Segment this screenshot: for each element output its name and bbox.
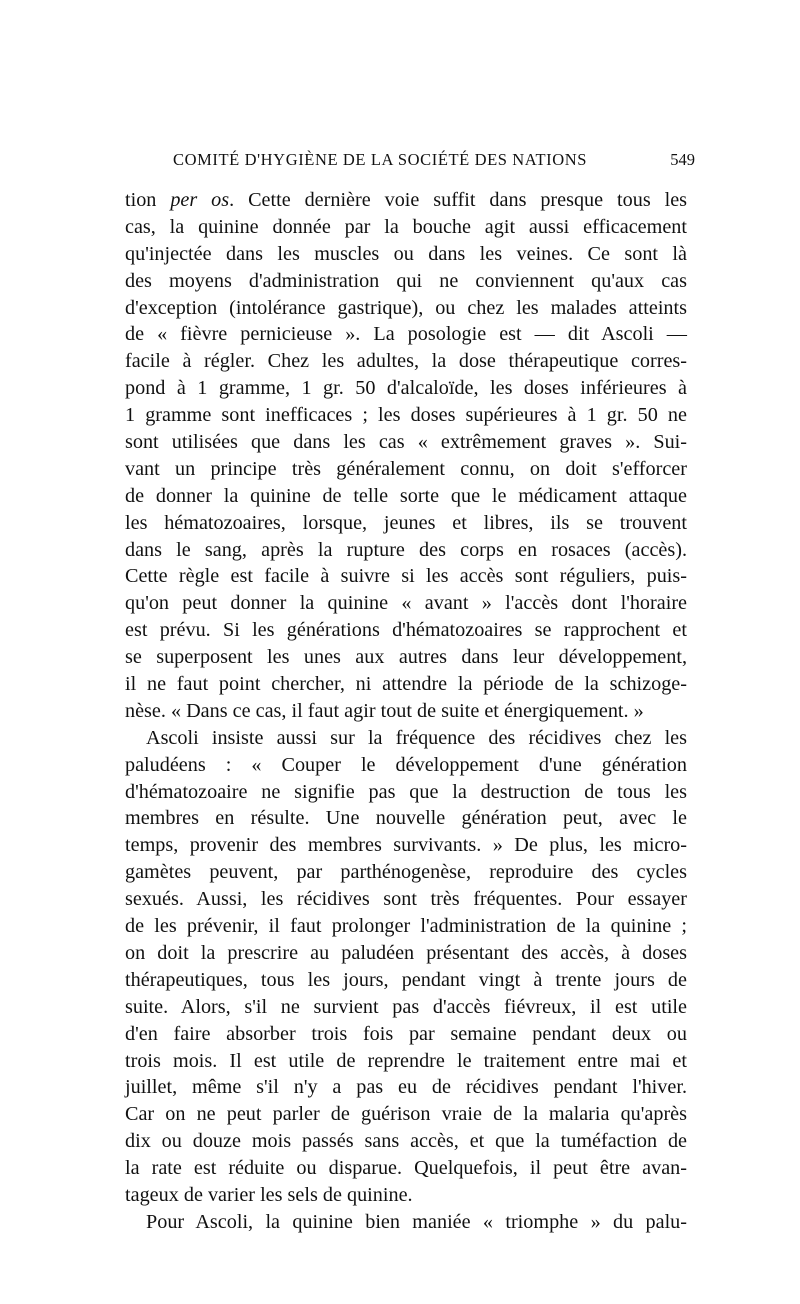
text-line: sexués. Aussi, les récidives sont très fréquentes. Pour essayer <box>125 888 687 911</box>
text-line: est prévu. Si les générations d'hématozoaires se rapprochent et <box>125 619 687 642</box>
text-line: les hématozoaires, lorsque, jeunes et libres, ils se trouvent <box>125 511 687 534</box>
text-line: trois mois. Il est utile de reprendre le traitement entre mai et <box>125 1049 687 1072</box>
text-line: 1 gramme sont inefficaces ; les doses supérieures à 1 gr. 50 ne <box>125 404 687 427</box>
text-line: dix ou douze mois passés sans accès, et que la tuméfaction de <box>125 1130 687 1153</box>
text-line: d'exception (intolérance gastrique), ou chez les malades atteints <box>125 296 687 319</box>
running-title: COMITÉ D'HYGIÈNE DE LA SOCIÉTÉ DES NATIONS <box>173 150 588 169</box>
text-line: vant un principe très généralement connu, on doit s'efforcer <box>125 457 687 480</box>
text-line: qu'on peut donner la quinine « avant » l'accès dont l'horaire <box>125 592 687 615</box>
text-line: la rate est réduite ou disparue. Quelquefois, il peut être avan- <box>125 1157 687 1180</box>
text-line: se superposent les unes aux autres dans leur développement, <box>125 646 687 669</box>
text-line: d'en faire absorber trois fois par semaine pendant deux ou <box>125 1022 687 1045</box>
text-line: dans le sang, après la rupture des corps en rosaces (accès). <box>125 538 687 561</box>
text-line: nèse. « Dans ce cas, il faut agir tout de suite et énergiquement. » <box>125 699 644 722</box>
text-line: d'hématozoaire ne signifie pas que la destruction de tous les <box>125 780 687 803</box>
text-line: paludéens : « Couper le développement d'une génération <box>125 753 687 776</box>
text-line: cas, la quinine donnée par la bouche agit aussi efficacement <box>125 215 687 238</box>
text-line: membres en résulte. Une nouvelle génération peut, avec le <box>125 807 687 830</box>
text-line: on doit la prescrire au paludéen présentant des accès, à doses <box>125 941 687 964</box>
text-line: Pour Ascoli, la quinine bien maniée « triomphe » du palu- <box>146 1210 687 1233</box>
text-line: Car on ne peut parler de guérison vraie de la malaria qu'après <box>125 1103 687 1126</box>
text-line: il ne faut point chercher, ni attendre la période de la schizoge- <box>125 673 687 696</box>
running-head <box>125 150 695 176</box>
text-line: juillet, même s'il n'y a pas eu de récidives pendant l'hiver. <box>125 1076 687 1099</box>
page-number: 549 <box>670 150 695 169</box>
body-text <box>125 187 687 1236</box>
text-line: Ascoli insiste aussi sur la fréquence des récidives chez les <box>146 726 687 749</box>
text-line: sont utilisées que dans les cas « extrêmement graves ». Sui- <box>125 431 687 454</box>
text-line: temps, provenir des membres survivants. » De plus, les micro- <box>125 834 687 857</box>
text-line: de donner la quinine de telle sorte que le médicament attaque <box>125 484 687 507</box>
text-line: de « fièvre pernicieuse ». La posologie est — dit Ascoli — <box>125 323 687 346</box>
text-line: des moyens d'administration qui ne conviennent qu'aux cas <box>125 269 687 292</box>
text-line: tion per os. Cette dernière voie suffit dans presque tous les <box>125 189 688 211</box>
text-line: tageux de varier les sels de quinine. <box>125 1183 413 1206</box>
text-line: gamètes peuvent, par parthénogenèse, reproduire des cycles <box>125 861 687 884</box>
text-line: qu'injectée dans les muscles ou dans les veines. Ce sont là <box>125 242 687 265</box>
text-line: Cette règle est facile à suivre si les accès sont réguliers, puis- <box>125 565 687 588</box>
text-line: suite. Alors, s'il ne survient pas d'accès fiévreux, il est utile <box>125 995 687 1018</box>
text-line: pond à 1 gramme, 1 gr. 50 d'alcaloïde, les doses inférieures à <box>125 377 687 400</box>
text-line: facile à régler. Chez les adultes, la dose thérapeutique corres- <box>125 350 687 373</box>
text-line: thérapeutiques, tous les jours, pendant vingt à trente jours de <box>125 968 687 991</box>
text-line: de les prévenir, il faut prolonger l'administration de la quinine ; <box>125 915 687 938</box>
